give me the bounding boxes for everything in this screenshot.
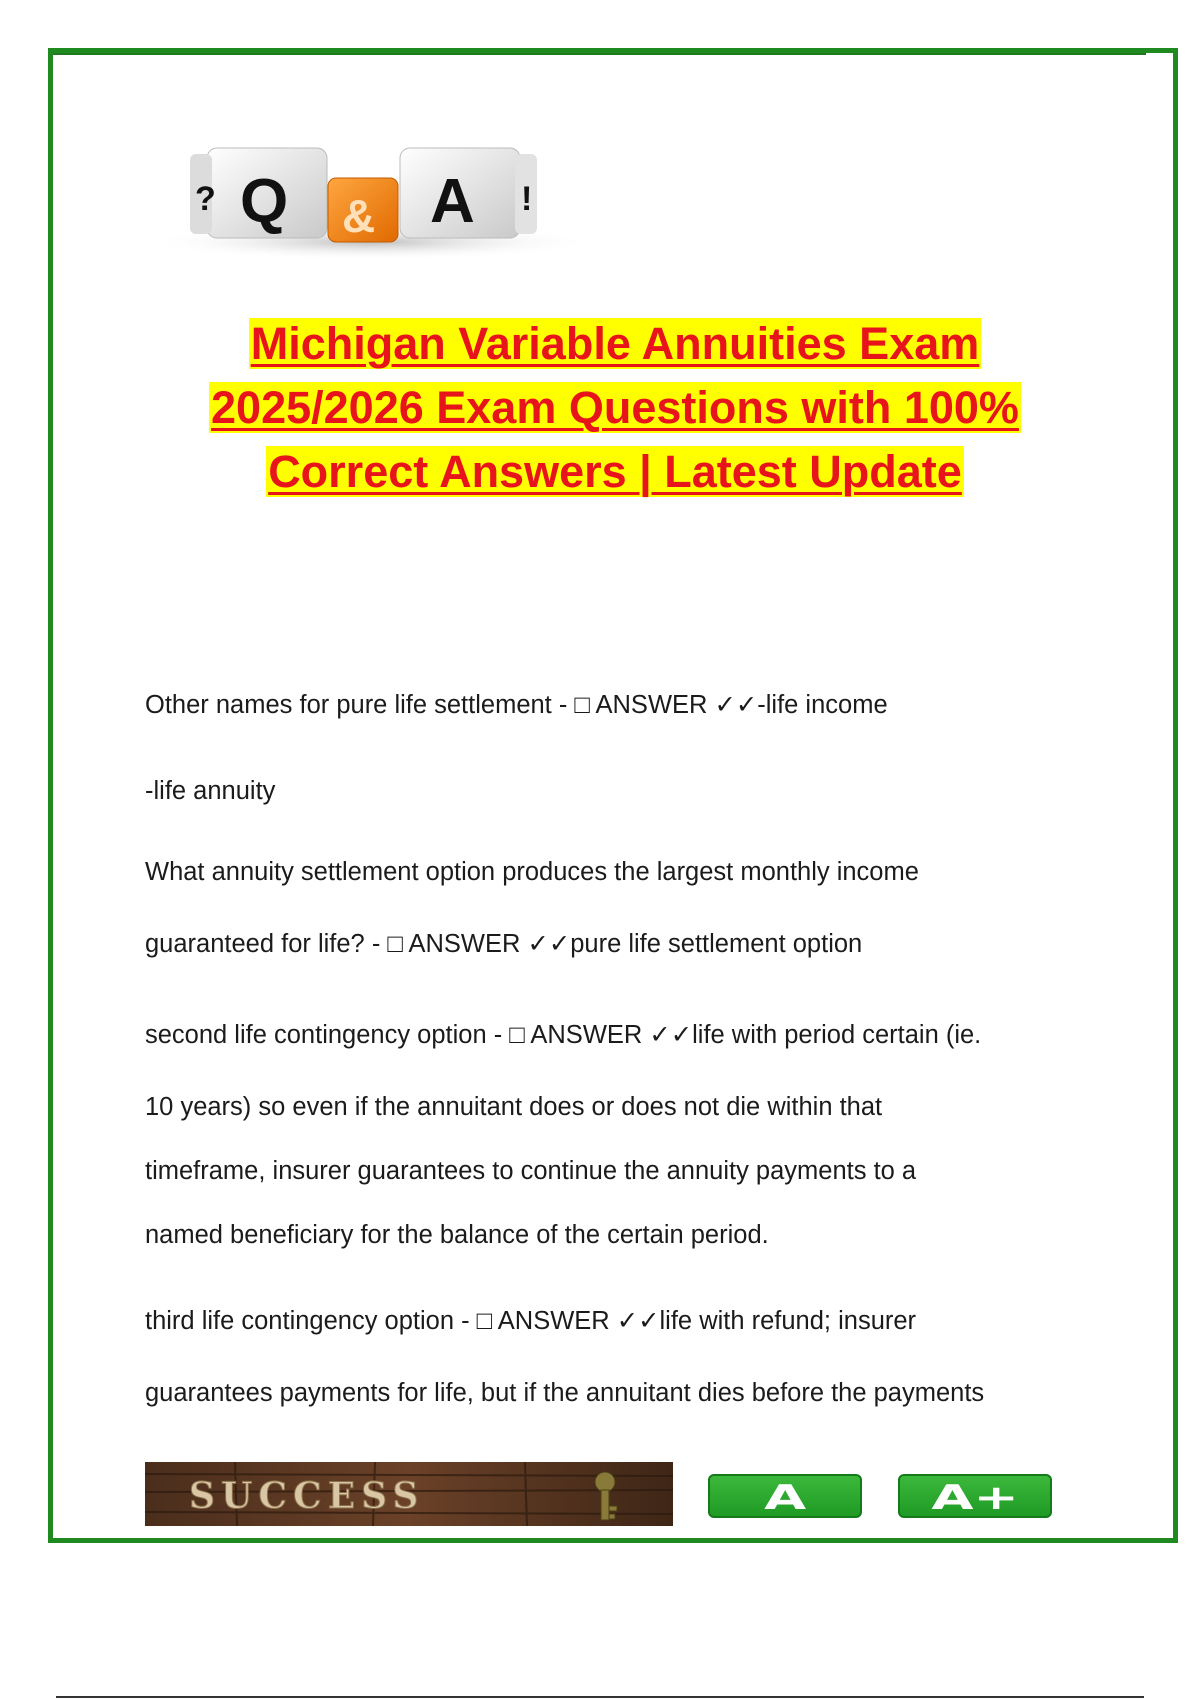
title-line-2: 2025/2026 Exam Questions with 100%: [211, 382, 1019, 433]
die-mark-exclamation: !: [521, 180, 533, 218]
grade-a-label: A: [764, 1477, 807, 1516]
qa-dice-logo: [145, 140, 600, 260]
grade-a-badge: [708, 1474, 862, 1518]
qa-line: What annuity settlement option produces the largest monthly income: [145, 858, 919, 886]
qa-line: third life contingency option - □ ANSWER ✓✓life with refund; insurer: [145, 1307, 917, 1335]
title-line-1: Michigan Variable Annuities Exam: [250, 318, 980, 369]
die-letter-q: Q: [240, 167, 289, 236]
document-title: [80, 312, 1150, 504]
qa-line: timeframe, insurer guarantees to continue the annuity payments to a: [145, 1157, 917, 1185]
qa-line: Other names for pure life settlement - □ ANSWER ✓✓-life income: [145, 691, 888, 719]
success-banner-text: SUCCESS: [189, 1475, 425, 1517]
die-letter-a: A: [430, 167, 475, 236]
grade-a-plus-label: A+: [931, 1477, 1020, 1516]
title-line-3: Correct Answers | Latest Update: [268, 446, 962, 497]
qa-line: guaranteed for life? - □ ANSWER ✓✓pure life settlement option: [145, 930, 863, 958]
grade-a-plus-badge: [898, 1474, 1052, 1518]
die-letter-ampersand: &: [342, 190, 376, 242]
qa-line: 10 years) so even if the annuitant does or does not die within that: [145, 1093, 883, 1121]
page-bottom-rule: [56, 1696, 1144, 1698]
qa-line: named beneficiary for the balance of the certain period.: [145, 1221, 769, 1249]
qa-line: second life contingency option - □ ANSWER ✓✓life with period certain (ie.: [145, 1021, 982, 1049]
qa-line: guarantees payments for life, but if the annuitant dies before the payments: [145, 1379, 985, 1407]
qa-line: -life annuity: [145, 777, 276, 805]
success-banner: [145, 1462, 673, 1526]
die-mark-question: ?: [195, 180, 216, 218]
